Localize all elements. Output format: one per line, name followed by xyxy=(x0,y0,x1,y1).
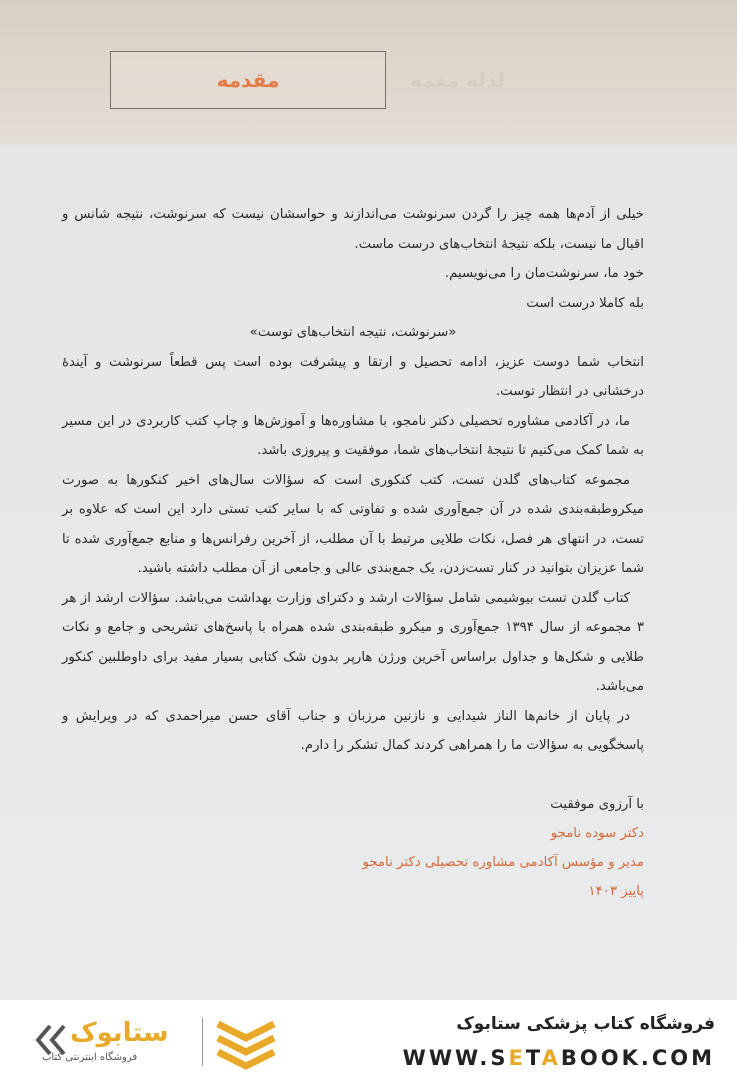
logo-subtitle: فروشگاه اینترنتی کتاب xyxy=(42,1052,138,1063)
paragraph: در پایان از خانم‌ها الناز شیدایی و نازنین مرزبان و جناب آقای حسن میراحمدی که در ویرایش و پاسخگویی به سؤالات ما را همراهی کردند کمال تشکر را دارم. xyxy=(62,708,644,753)
book-stack-icon xyxy=(214,1014,278,1070)
closing: با آرزوی موفقیت xyxy=(550,797,644,812)
divider xyxy=(202,1018,203,1066)
intro-text xyxy=(62,200,644,761)
author-name: دکتر سوده نامجو xyxy=(550,826,644,841)
date: پاییز ۱۴۰۳ xyxy=(588,884,644,899)
store-url[interactable] xyxy=(403,1046,715,1070)
bleed-through-heading: لدله معمه xyxy=(410,68,505,92)
url-part: T xyxy=(525,1046,542,1070)
url-part: WWW.S xyxy=(402,1046,509,1070)
url-part: BOOK.COM xyxy=(560,1046,715,1070)
paragraph: خود ما، سرنوشت‌مان را می‌نویسیم. xyxy=(444,266,644,281)
page-title: مقدمه xyxy=(216,68,280,92)
url-highlight: E xyxy=(508,1046,526,1070)
logo-wordmark: ستابوک xyxy=(70,1018,169,1048)
footer-banner xyxy=(0,1000,737,1080)
title-box xyxy=(110,51,386,109)
paragraph: ما، در آکادمی مشاوره تحصیلی دکتر نامجو، با مشاوره‌ها و آموزش‌ها و چاپ کتب کاربردی در این مسیر به شما کمک می‌کنیم تا نتیجهٔ انتخاب‌های شما، موفقیت و پیروزی باشد. xyxy=(62,413,644,458)
paragraph: مجموعه کتاب‌های گلدن تست، کتب کنکوری است که سؤالات سال‌های اخیر کنکورها به صورت میکروطبقه‌بندی شده در آن جمع‌آوری شده و تفاوتی که با سایر کتب تستی دارد این است که علاوه بر تست، در انتهای هر فصل، نکات طلایی مرتبط با آن مطلب، از آخرین رفرانس‌ها و منابع جمع‌آوری شده تا شما عزیزان بتوانید در کنار تست‌زدن، یک جمع‌بندی عالی و جامعی از آن مطلب داشته باشید. xyxy=(62,472,644,576)
paragraph: خیلی از آدم‌ها همه چیز را گردن سرنوشت می‌اندازند و حواسشان نیست که سرنوشت، نتیجه شانس و اقبال ما نیست، بلکه نتیجهٔ انتخاب‌های درست ماست. xyxy=(62,207,644,252)
author-role: مدیر و مؤسس آکادمی مشاوره تحصیلی دکتر نامجو xyxy=(362,855,644,870)
url-highlight: A xyxy=(541,1046,561,1070)
store-name: فروشگاه کتاب پزشکی ستابوک xyxy=(456,1014,715,1034)
paragraph: بله کاملا درست است xyxy=(526,295,644,311)
setabook-logo xyxy=(32,1012,282,1072)
paragraph: انتخاب شما دوست عزیز، ادامه تحصیل و ارتقا و پیشرفت بوده است پس قطعاً سرنوشت و آیندهٔ درخشانی در انتظار توست. xyxy=(62,354,644,399)
signature-block xyxy=(62,790,644,906)
paragraph: کتاب گلدن تست بیوشیمی شامل سؤالات ارشد و دکترای وزارت بهداشت می‌باشد. سؤالات ارشد از هر ۳ مجموعه از سال ۱۳۹۴ جمع‌آوری و میکرو طبقه‌بندی شده همراه با پاسخ‌های تشریحی و جامع و نکات طلایی و شکل‌ها و جداول براساس آخرین ورژن هارپر بدون شک کتابی بسیار مفید برای داوطلبین کنکور می‌باشد. xyxy=(62,590,644,694)
quote: «سرنوشت، نتیجه انتخاب‌های توست» xyxy=(249,325,457,340)
